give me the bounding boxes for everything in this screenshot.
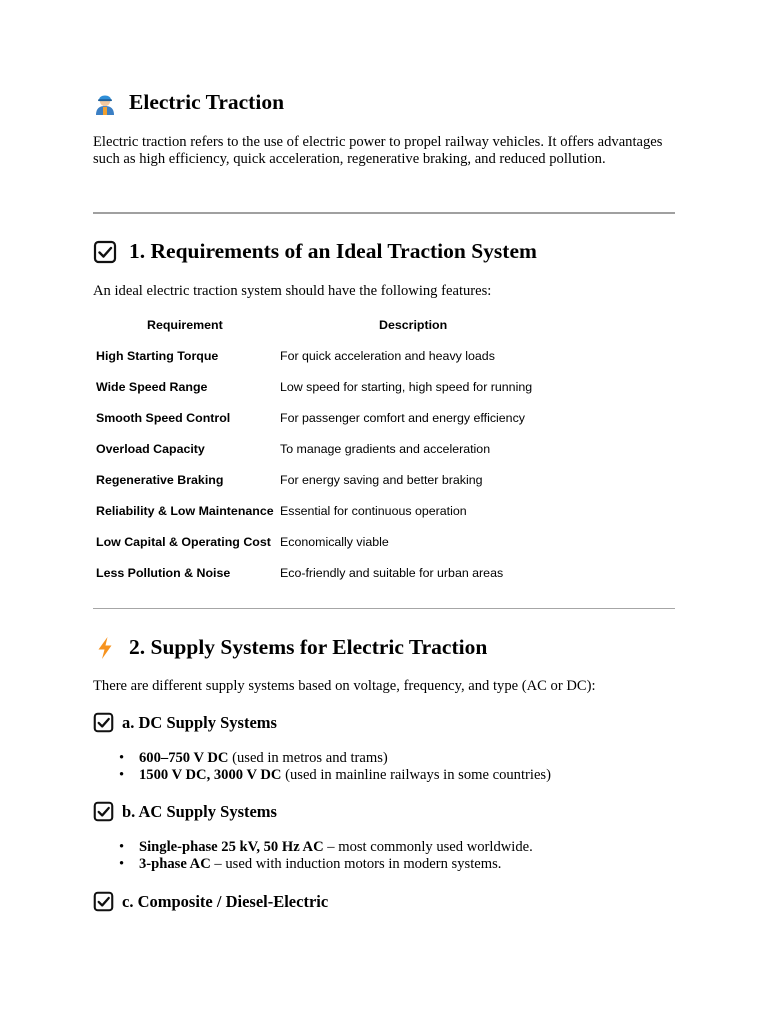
list-item-bold: 600–750 V DC <box>139 750 229 766</box>
table-cell-requirement: Reliability & Low Maintenance <box>96 504 274 518</box>
list-item-text: – used with induction motors in modern systems. <box>210 855 502 872</box>
subsection-heading-text: a. DC Supply Systems <box>122 712 277 732</box>
list-item-bold: Single-phase 25 kV, 50 Hz AC <box>139 839 324 855</box>
dc-bullet-list <box>119 750 551 784</box>
table-header-requirement: Requirement <box>147 318 223 332</box>
table-cell-description: For energy saving and better braking <box>280 473 483 487</box>
table-cell-description: To manage gradients and acceleration <box>280 442 491 456</box>
table-cell-description: Eco-friendly and suitable for urban areas <box>280 566 504 580</box>
section-divider <box>93 608 675 609</box>
section2-heading <box>93 635 487 660</box>
table-cell-description: Low speed for starting, high speed for running <box>280 380 533 394</box>
lightning-bolt-icon <box>93 636 117 660</box>
table-cell-requirement: Low Capital & Operating Cost <box>96 535 271 549</box>
check-box-icon <box>93 891 114 912</box>
title-text: Electric Traction <box>129 90 285 114</box>
table-cell-description: Economically viable <box>280 535 389 549</box>
table-cell-requirement: Regenerative Braking <box>96 473 224 487</box>
table-cell-requirement: High Starting Torque <box>96 349 219 363</box>
list-item-text: – most commonly used worldwide. <box>323 839 533 855</box>
list-item-bold: 3-phase AC <box>139 855 211 872</box>
section2-heading-text: 2. Supply Systems for Electric Traction <box>129 635 488 659</box>
railway-worker-icon <box>93 91 117 115</box>
subsection-heading-dc <box>93 712 277 733</box>
list-item <box>119 750 551 767</box>
table-cell-requirement: Overload Capacity <box>96 442 205 456</box>
list-item-text: (used in metros and trams) <box>228 750 388 766</box>
intro-paragraph: Electric traction refers to the use of electric power to propel railway vehicles. It offers advantages such as high efficiency, quick acceleration, regenerative braking, and reduced pollution. <box>93 134 663 167</box>
section1-heading-text: 1. Requirements of an Ideal Traction System <box>129 239 537 263</box>
section1-intro: An ideal electric traction system should have the following features: <box>93 283 492 299</box>
check-box-icon <box>93 240 117 264</box>
check-box-icon <box>93 712 114 733</box>
subsection-heading-text: c. Composite / Diesel-Electric <box>122 891 329 911</box>
table-cell-description: For passenger comfort and energy efficiency <box>280 411 525 425</box>
subsection-heading-composite <box>93 891 328 912</box>
subsection-heading-text: b. AC Supply Systems <box>122 801 277 821</box>
table-cell-description: For quick acceleration and heavy loads <box>280 349 495 363</box>
section1-heading <box>93 239 537 264</box>
table-cell-description: Essential for continuous operation <box>280 504 467 518</box>
list-item <box>119 856 533 873</box>
list-item <box>119 767 551 784</box>
check-box-icon <box>93 801 114 822</box>
list-item-text: (used in mainline railways in some countries) <box>281 766 551 783</box>
page-title <box>93 90 284 115</box>
subsection-heading-ac <box>93 801 277 822</box>
table-cell-requirement: Smooth Speed Control <box>96 411 231 425</box>
list-item-bold: 1500 V DC, 3000 V DC <box>139 766 282 783</box>
table-header-description: Description <box>379 318 448 332</box>
table-cell-requirement: Less Pollution & Noise <box>96 566 231 580</box>
section-divider <box>93 212 675 214</box>
section2-intro: There are different supply systems based on voltage, frequency, and type (AC or DC): <box>93 678 596 694</box>
ac-bullet-list <box>119 839 533 873</box>
table-cell-requirement: Wide Speed Range <box>96 380 208 394</box>
list-item <box>119 839 533 856</box>
